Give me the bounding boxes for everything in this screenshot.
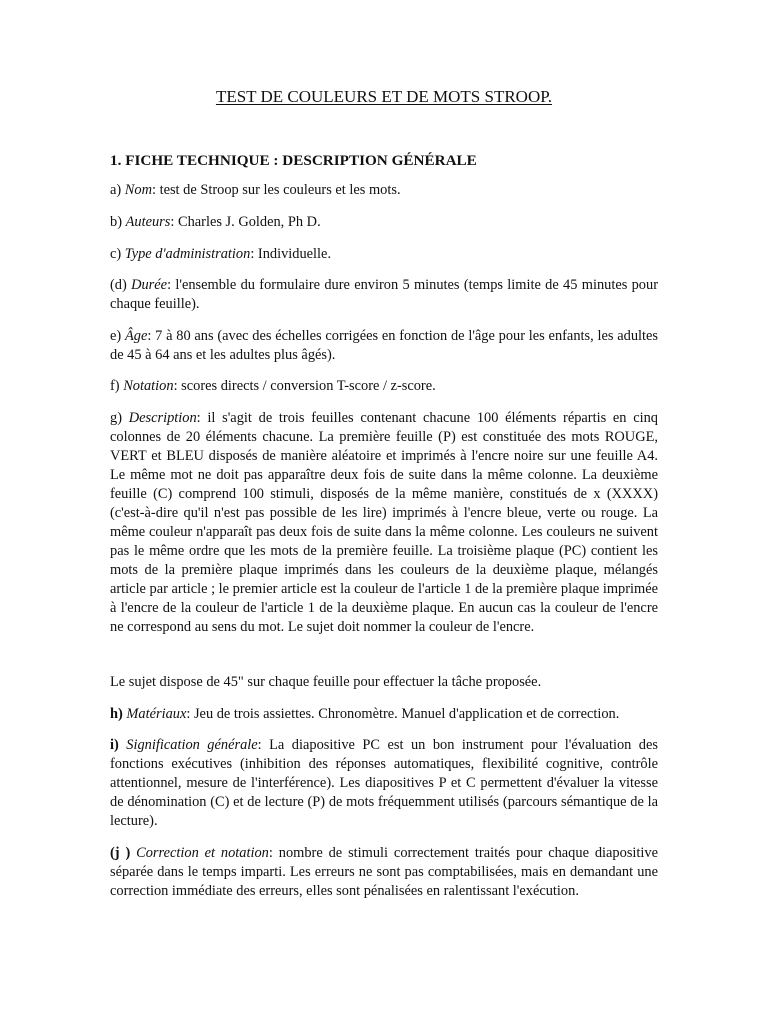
item-i-label: Signification générale bbox=[126, 737, 258, 753]
item-g-label: Description bbox=[128, 410, 197, 426]
item-j-label: Correction et notation bbox=[136, 845, 269, 861]
item-g bbox=[110, 409, 658, 637]
item-a-text: : test de Stroop sur les couleurs et les mots. bbox=[151, 182, 401, 198]
item-g-prefix: g) bbox=[110, 410, 129, 426]
item-f-text: : scores directs / conversion T-score / z-score. bbox=[173, 378, 436, 394]
section-heading: 1. FICHE TECHNIQUE : DESCRIPTION GÉNÉRALE bbox=[110, 152, 477, 169]
item-h-text: : Jeu de trois assiettes. Chronomètre. Manuel d'application et de correction. bbox=[186, 706, 620, 722]
document-title: TEST DE COULEURS ET DE MOTS STROOP. bbox=[215, 87, 553, 106]
item-e-text: : 7 à 80 ans (avec des échelles corrigées en fonction de l'âge pour les enfants, les adultes de 45 à 64 ans et les adultes plus âgés). bbox=[110, 328, 659, 363]
item-c bbox=[110, 245, 658, 264]
item-d-prefix: (d) bbox=[110, 277, 132, 293]
item-g-text: : il s'agit de trois feuilles contenant chacune 100 éléments répartis en cinq colonnes de 20 éléments chacune. La première feuille (P) est constituée des mots ROUGE, VERT et BLEU disposés de manière aléatoire et imprimés à l'encre noire sur une feuille A4. Le même mot ne doit pas apparaître deux fois de suite dans la même colonne. La deuxième feuille (C) comprend 100 stimuli, disposés de la même manière, constitués de x (XXXX) (c'est-à-dire qu'il n'est pas possible de les lire) imprimés à l'encre bleue, verte ou rouge. La même couleur n'apparaît pas deux fois de suite dans la même colonne. Les couleurs ne suivent pas le même ordre que les mots de la première feuille. La troisième plaque (PC) contient les mots de la première plaque imprimés dans les couleurs de la deuxième plaque, mélangés article par article ; le premier article est la couleur de l'article 1 de la première plaque imprimée à l'encre de la couleur de l'article 1 de la deuxième plaque. En aucun cas la couleur de l'encre ne correspond au sens du mot. Le sujet doit nommer la couleur de l'encre. bbox=[110, 410, 658, 635]
item-d-label: Durée bbox=[131, 277, 168, 293]
item-j-text: : nombre de stimuli correctement traités pour chaque diapositive séparée dans le temps imparti. Les erreurs ne sont pas comptabilisées, mais en demandant une correction immédiate des erreurs, elles sont pénalisées en ralentissant l'exécution. bbox=[110, 845, 658, 899]
item-c-text: : Individuelle. bbox=[250, 246, 332, 262]
item-h-label: Matériaux bbox=[126, 706, 187, 722]
item-b-text: : Charles J. Golden, Ph D. bbox=[170, 214, 321, 230]
item-a-label: Nom bbox=[124, 182, 152, 198]
item-c-label: Type d'administration bbox=[124, 246, 251, 262]
item-i-text: : La diapositive PC est un bon instrument pour l'évaluation des fonctions exécutives (inhibition des réponses automatiques, flexibilité cognitive, contrôle attentionnel, mesure de l'interférence). Les diapositives P et C permettent d'évaluer la vitesse de dénomination (C) et de lecture (P) de mots fréquemment utilisés (parcours sémantique de la lecture). bbox=[110, 737, 658, 829]
item-e-prefix: e) bbox=[110, 328, 125, 344]
item-e bbox=[110, 327, 658, 365]
item-j-prefix: (j ) bbox=[110, 845, 137, 861]
item-b-prefix: b) bbox=[110, 214, 126, 230]
item-j bbox=[110, 844, 658, 901]
item-f bbox=[110, 377, 658, 396]
item-e-label: Âge bbox=[124, 328, 148, 344]
item-c-prefix: c) bbox=[110, 246, 125, 262]
item-d bbox=[110, 276, 658, 314]
item-g-note: Le sujet dispose de 45" sur chaque feuille pour effectuer la tâche proposée. bbox=[110, 674, 542, 690]
item-h-prefix: h) bbox=[110, 706, 127, 722]
item-b bbox=[110, 213, 658, 232]
item-h bbox=[110, 705, 658, 724]
item-a-prefix: a) bbox=[110, 182, 125, 198]
item-a bbox=[110, 181, 658, 200]
item-b-label: Auteurs bbox=[125, 214, 171, 230]
item-i bbox=[110, 736, 658, 831]
item-i-prefix: i) bbox=[110, 737, 127, 753]
item-f-label: Notation bbox=[123, 378, 174, 394]
item-d-text: : l'ensemble du formulaire dure environ 5 minutes (temps limite de 45 minutes pour chaque feuille). bbox=[110, 277, 658, 312]
item-f-prefix: f) bbox=[110, 378, 124, 394]
